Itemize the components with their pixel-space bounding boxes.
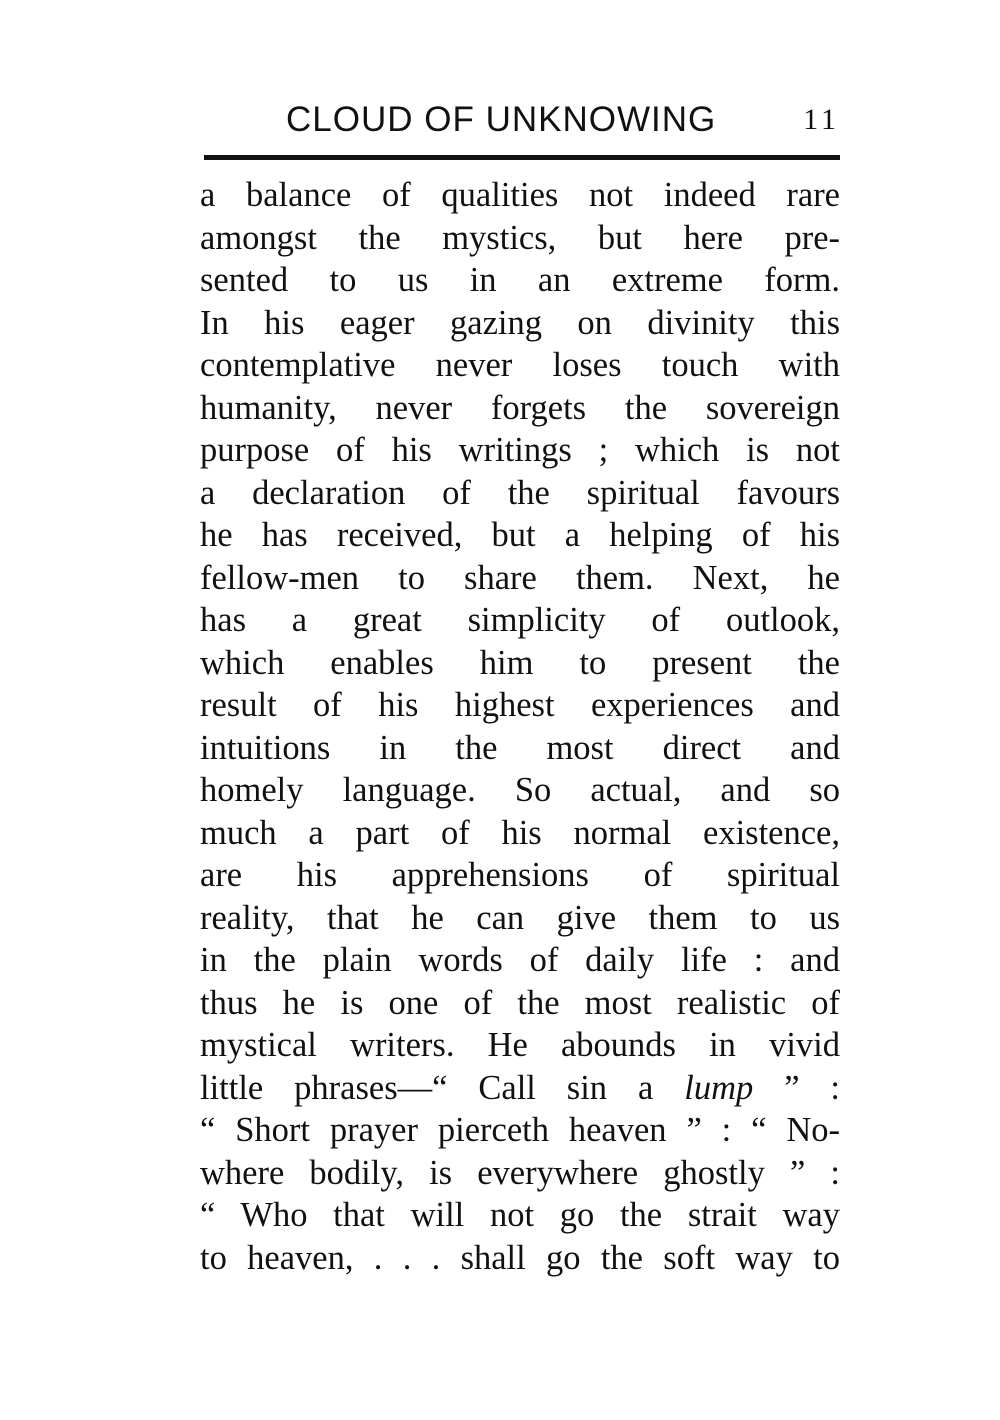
text-line: “ Who that will not go the strait way	[200, 1196, 840, 1234]
text-line: much a part of his normal existence,	[200, 813, 840, 852]
text-line: in the plain words of daily life : and	[200, 941, 840, 979]
text-line: to heaven, . . . shall go the soft way to	[200, 1238, 840, 1277]
text-line: thus he is one of the most realistic of	[200, 983, 840, 1022]
text-line: which enables him to present the	[200, 643, 840, 682]
text-line: purpose of his writings ; which is not	[200, 431, 840, 469]
text-segment: ” :	[784, 1068, 841, 1107]
text-line: mystical writers. He abounds in vivid	[200, 1026, 840, 1064]
text-line: intuitions in the most direct and	[200, 728, 840, 767]
text-line-with-italic	[200, 1067, 840, 1110]
text-line: amongst the mystics, but here pre-	[200, 218, 840, 257]
text-line: where bodily, is everywhere ghostly ” :	[200, 1153, 840, 1192]
text-line: are his apprehensions of spiritual	[200, 856, 840, 894]
text-line: homely language. So actual, and so	[200, 771, 840, 809]
text-line: fellow-men to share them. Next, he	[200, 558, 840, 597]
running-title: CLOUD OF UNKNOWING	[286, 100, 717, 139]
text-line: sented to us in an extreme form.	[200, 261, 840, 299]
text-line: humanity, never forgets the sovereign	[200, 388, 840, 427]
text-line: result of his highest experiences and	[200, 686, 840, 724]
italic-word: lump	[684, 1068, 754, 1107]
text-line: a declaration of the spiritual favours	[200, 473, 840, 512]
header-rule	[204, 155, 840, 160]
text-line: reality, that he can give them to us	[200, 898, 840, 937]
text-line: a balance of qualities not indeed rare	[200, 176, 840, 214]
text-line: In his eager gazing on divinity this	[200, 303, 840, 342]
text-line: “ Short prayer pierceth heaven ” : “ No-	[200, 1111, 840, 1149]
text-line: has a great simplicity of outlook,	[200, 601, 840, 639]
text-segment: little phrases—“ Call sin a	[200, 1068, 654, 1107]
page-number: 11	[803, 103, 840, 136]
text-line: contemplative never loses touch with	[200, 346, 840, 384]
body-text	[200, 174, 840, 1279]
running-head	[200, 100, 840, 144]
text-line: he has received, but a helping of his	[200, 516, 840, 554]
